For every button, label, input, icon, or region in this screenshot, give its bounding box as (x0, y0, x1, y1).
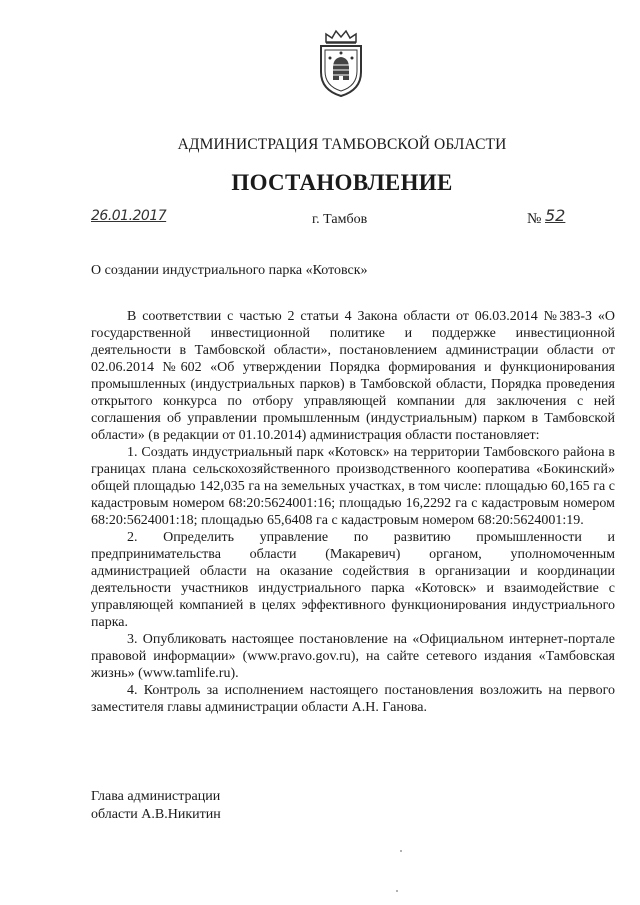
document-type-title: ПОСТАНОВЛЕНИЕ (231, 170, 453, 195)
item-paragraph: 2. Определить управление по развитию промышленности и предпринимательства области (Макаревич) органом, уполномоченным администрацией области на оказание содействия в организации и координации деятельности участников индустриального парка «Котовск» и взаимодействие с управляющей компанией в целях эффективного функционирования индустриального парка. (91, 530, 615, 630)
item-paragraph: 1. Создать индустриальный парк «Котовск» на территории Тамбовского района в границах плана сельскохозяйственного производственного кооператива «Бокинский» общей площадью 142,035 га на земельных участках, в том числе: площадью 60,165 га с кадастровым номером 68:20:5624001:16; площадью 16,2292 га с кадастровым номером 68:20:5624001:18; площадью 65,6408 га с кадастровым номером 68:20:5624001:19. (91, 445, 615, 528)
item-paragraph: 4. Контроль за исполнением настоящего постановления возложить на первого заместителя главы администрации области А.Н. Ганова. (91, 683, 615, 715)
document-subject: О создании индустриального парка «Котовск» (91, 263, 368, 278)
item-paragraph: 3. Опубликовать настоящее постановление на «Официальном интернет-портале правовой информации» (www.pravo.gov.ru), на сайте сетевого издания «Тамбовская жизнь» (www.tamlife.ru). (91, 632, 615, 681)
signature-name: области А.В.Никитин (91, 807, 221, 822)
organization-title: АДМИНИСТРАЦИЯ ТАМБОВСКОЙ ОБЛАСТИ (177, 136, 507, 153)
scan-speck (400, 850, 402, 852)
coat-of-arms-icon (316, 28, 366, 98)
preamble-paragraph: В соответствии с частью 2 статьи 4 Закона области от 06.03.2014 №383-З «О государственной инвестиционной политике и поддержке инвестиционной деятельности в Тамбовской области», постановлением администрации области от 02.06.2014 №602 «Об утверждении Порядка формирования и функционирования промышленных (индустриальных парков) в Тамбовской области, Порядка проведения открытого конкурса по отбору управляющей компании для заключения с ней соглашения об управлении промышленным (индустриальным) парком в Тамбовской области» (в редакции от 01.10.2014) администрация области постановляет: (91, 309, 615, 443)
number-label: № (527, 211, 542, 227)
handwritten-number: 52 (545, 206, 566, 225)
signature-position: Глава администрации (91, 789, 221, 804)
city-label: г. Тамбов (312, 212, 368, 227)
document-body (91, 308, 615, 716)
scan-speck (396, 890, 398, 892)
handwritten-date: 26.01.2017 (91, 208, 167, 224)
signature-block (91, 788, 221, 824)
